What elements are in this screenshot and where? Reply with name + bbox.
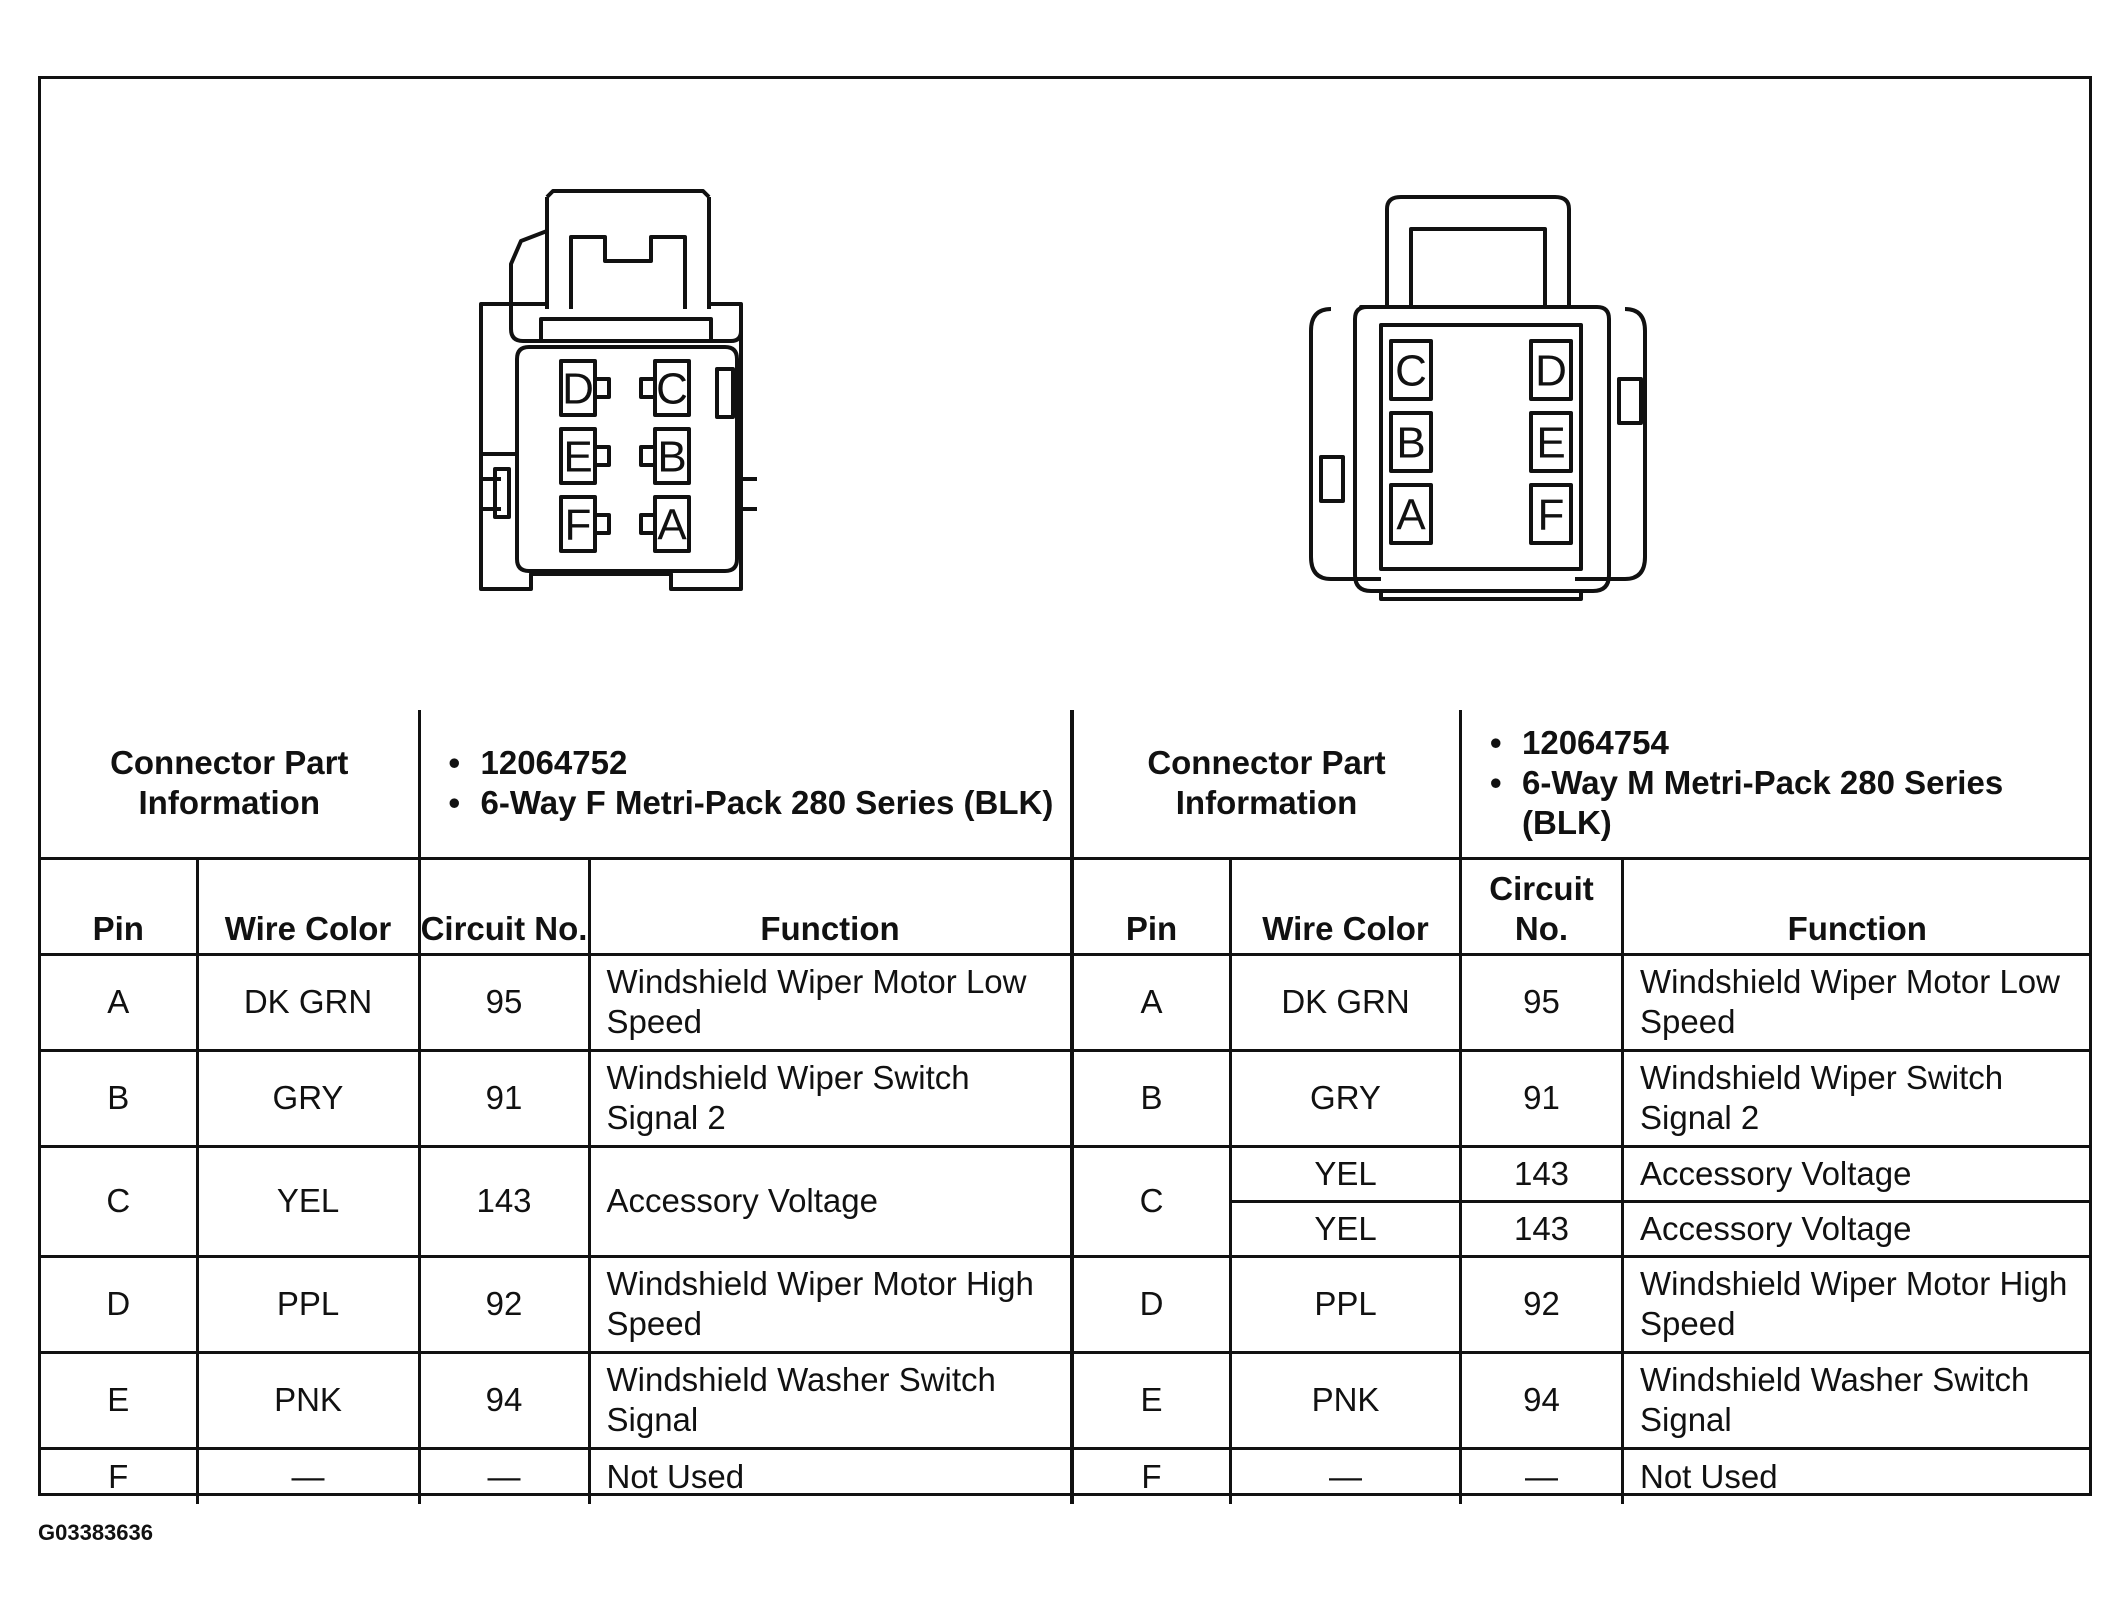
circuit-cell: 92 — [419, 1256, 589, 1352]
connector-diagram-frame — [38, 76, 2092, 1496]
circuit-cell: 91 — [419, 1050, 589, 1146]
pin-cell: D — [1073, 1256, 1231, 1352]
table-row — [41, 1352, 1071, 1448]
table-row — [41, 954, 1071, 1050]
pin-cell: D — [41, 1256, 197, 1352]
female-connector-drawing — [481, 191, 757, 589]
female-pin-b-label: B — [657, 432, 687, 482]
circuit-cell: 143 — [419, 1146, 589, 1256]
table-row — [1073, 1448, 2091, 1504]
pin-cell: B — [41, 1050, 197, 1146]
circuit-cell: 143 — [1461, 1146, 1623, 1201]
table-row — [1073, 1352, 2091, 1448]
pin-cell: C — [41, 1146, 197, 1256]
function-cell: Not Used — [589, 1448, 1071, 1504]
part-description: • 6-Way M Metri-Pack 280 Series (BLK) — [1522, 763, 2091, 843]
wire-cell: PPL — [197, 1256, 419, 1352]
part-info-values — [419, 710, 1071, 858]
pin-header: Pin — [1073, 858, 1231, 954]
table-row — [41, 1146, 1071, 1256]
circuit-cell: 95 — [419, 954, 589, 1050]
wire-cell: YEL — [1231, 1146, 1461, 1201]
function-cell: Windshield Wiper Switch Signal 2 — [1623, 1050, 2091, 1146]
wire-cell: PNK — [1231, 1352, 1461, 1448]
function-cell: Windshield Wiper Motor Low Speed — [1623, 954, 2091, 1050]
function-cell: Accessory Voltage — [1623, 1201, 2091, 1256]
function-cell: Not Used — [1623, 1448, 2091, 1504]
female-pin-d-label: D — [562, 364, 594, 414]
part-number: • 12064752 — [481, 743, 1070, 783]
circuit-cell: 94 — [419, 1352, 589, 1448]
function-cell: Accessory Voltage — [589, 1146, 1071, 1256]
table-row — [1073, 1146, 2091, 1201]
table-row — [1073, 1050, 2091, 1146]
male-pin-c-label: C — [1395, 346, 1427, 396]
male-connector-drawing — [1311, 197, 1645, 599]
pin-cell: A — [1073, 954, 1231, 1050]
pin-cell: A — [41, 954, 197, 1050]
table-row — [41, 1050, 1071, 1146]
connector-drawings-svg — [41, 79, 2089, 711]
pin-cell: F — [41, 1448, 197, 1504]
circuit-cell: — — [1461, 1448, 1623, 1504]
male-pin-d-label: D — [1535, 346, 1567, 396]
table-header-row — [1073, 858, 2091, 954]
female-pin-c-label: C — [656, 364, 688, 414]
part-info-row — [1073, 710, 2091, 858]
table-row — [41, 1448, 1071, 1504]
table-row — [1073, 1256, 2091, 1352]
circuit-cell: 91 — [1461, 1050, 1623, 1146]
pin-header: Pin — [41, 858, 197, 954]
wire-cell: GRY — [197, 1050, 419, 1146]
function-cell: Windshield Wiper Motor Low Speed — [589, 954, 1071, 1050]
table-header-row — [41, 858, 1071, 954]
pin-cell: E — [41, 1352, 197, 1448]
wire-cell: DK GRN — [197, 954, 419, 1050]
function-header: Function — [589, 858, 1071, 954]
male-pin-b-label: B — [1396, 418, 1426, 468]
function-cell: Windshield Wiper Switch Signal 2 — [589, 1050, 1071, 1146]
function-cell: Windshield Wiper Motor High Speed — [1623, 1256, 2091, 1352]
wire-cell: PNK — [197, 1352, 419, 1448]
circuit-cell: 92 — [1461, 1256, 1623, 1352]
part-info-label: Connector Part Information — [41, 710, 419, 858]
circuit-cell: 94 — [1461, 1352, 1623, 1448]
wire-cell: — — [1231, 1448, 1461, 1504]
function-cell: Windshield Washer Switch Signal — [1623, 1352, 2091, 1448]
part-info-row — [41, 710, 1071, 858]
female-pin-e-label: E — [563, 432, 593, 482]
function-cell: Windshield Wiper Motor High Speed — [589, 1256, 1071, 1352]
female-connector-table — [41, 710, 1073, 1504]
wire-color-header: Wire Color — [1231, 858, 1461, 954]
wire-cell: YEL — [197, 1146, 419, 1256]
table-row — [41, 1256, 1071, 1352]
pin-cell: F — [1073, 1448, 1231, 1504]
part-info-values — [1461, 710, 2091, 858]
function-cell: Accessory Voltage — [1623, 1146, 2091, 1201]
female-pin-a-label: A — [657, 500, 687, 550]
wire-cell: — — [197, 1448, 419, 1504]
circuit-cell: — — [419, 1448, 589, 1504]
circuit-header: Circuit No. — [1461, 858, 1623, 954]
circuit-cell: 143 — [1461, 1201, 1623, 1256]
connector-drawings — [41, 79, 2089, 711]
part-number: • 12064754 — [1522, 723, 2091, 763]
circuit-cell: 95 — [1461, 954, 1623, 1050]
male-pin-a-label: A — [1396, 490, 1426, 540]
table-row — [1073, 954, 2091, 1050]
female-pin-f-label: F — [564, 500, 592, 550]
function-header: Function — [1623, 858, 2091, 954]
part-description: • 6-Way F Metri-Pack 280 Series (BLK) — [481, 783, 1070, 823]
pin-cell: B — [1073, 1050, 1231, 1146]
male-pin-f-label: F — [1537, 490, 1565, 540]
wire-cell: DK GRN — [1231, 954, 1461, 1050]
pin-cell: E — [1073, 1352, 1231, 1448]
part-info-label: Connector Part Information — [1073, 710, 1461, 858]
male-pin-e-label: E — [1536, 418, 1566, 468]
male-connector-table — [1071, 710, 2091, 1504]
circuit-header: Circuit No. — [419, 858, 589, 954]
wire-cell: GRY — [1231, 1050, 1461, 1146]
function-cell: Windshield Washer Switch Signal — [589, 1352, 1071, 1448]
pin-cell: C — [1073, 1146, 1231, 1256]
wire-cell: PPL — [1231, 1256, 1461, 1352]
wire-color-header: Wire Color — [197, 858, 419, 954]
figure-id: G03383636 — [38, 1520, 153, 1545]
wire-cell: YEL — [1231, 1201, 1461, 1256]
